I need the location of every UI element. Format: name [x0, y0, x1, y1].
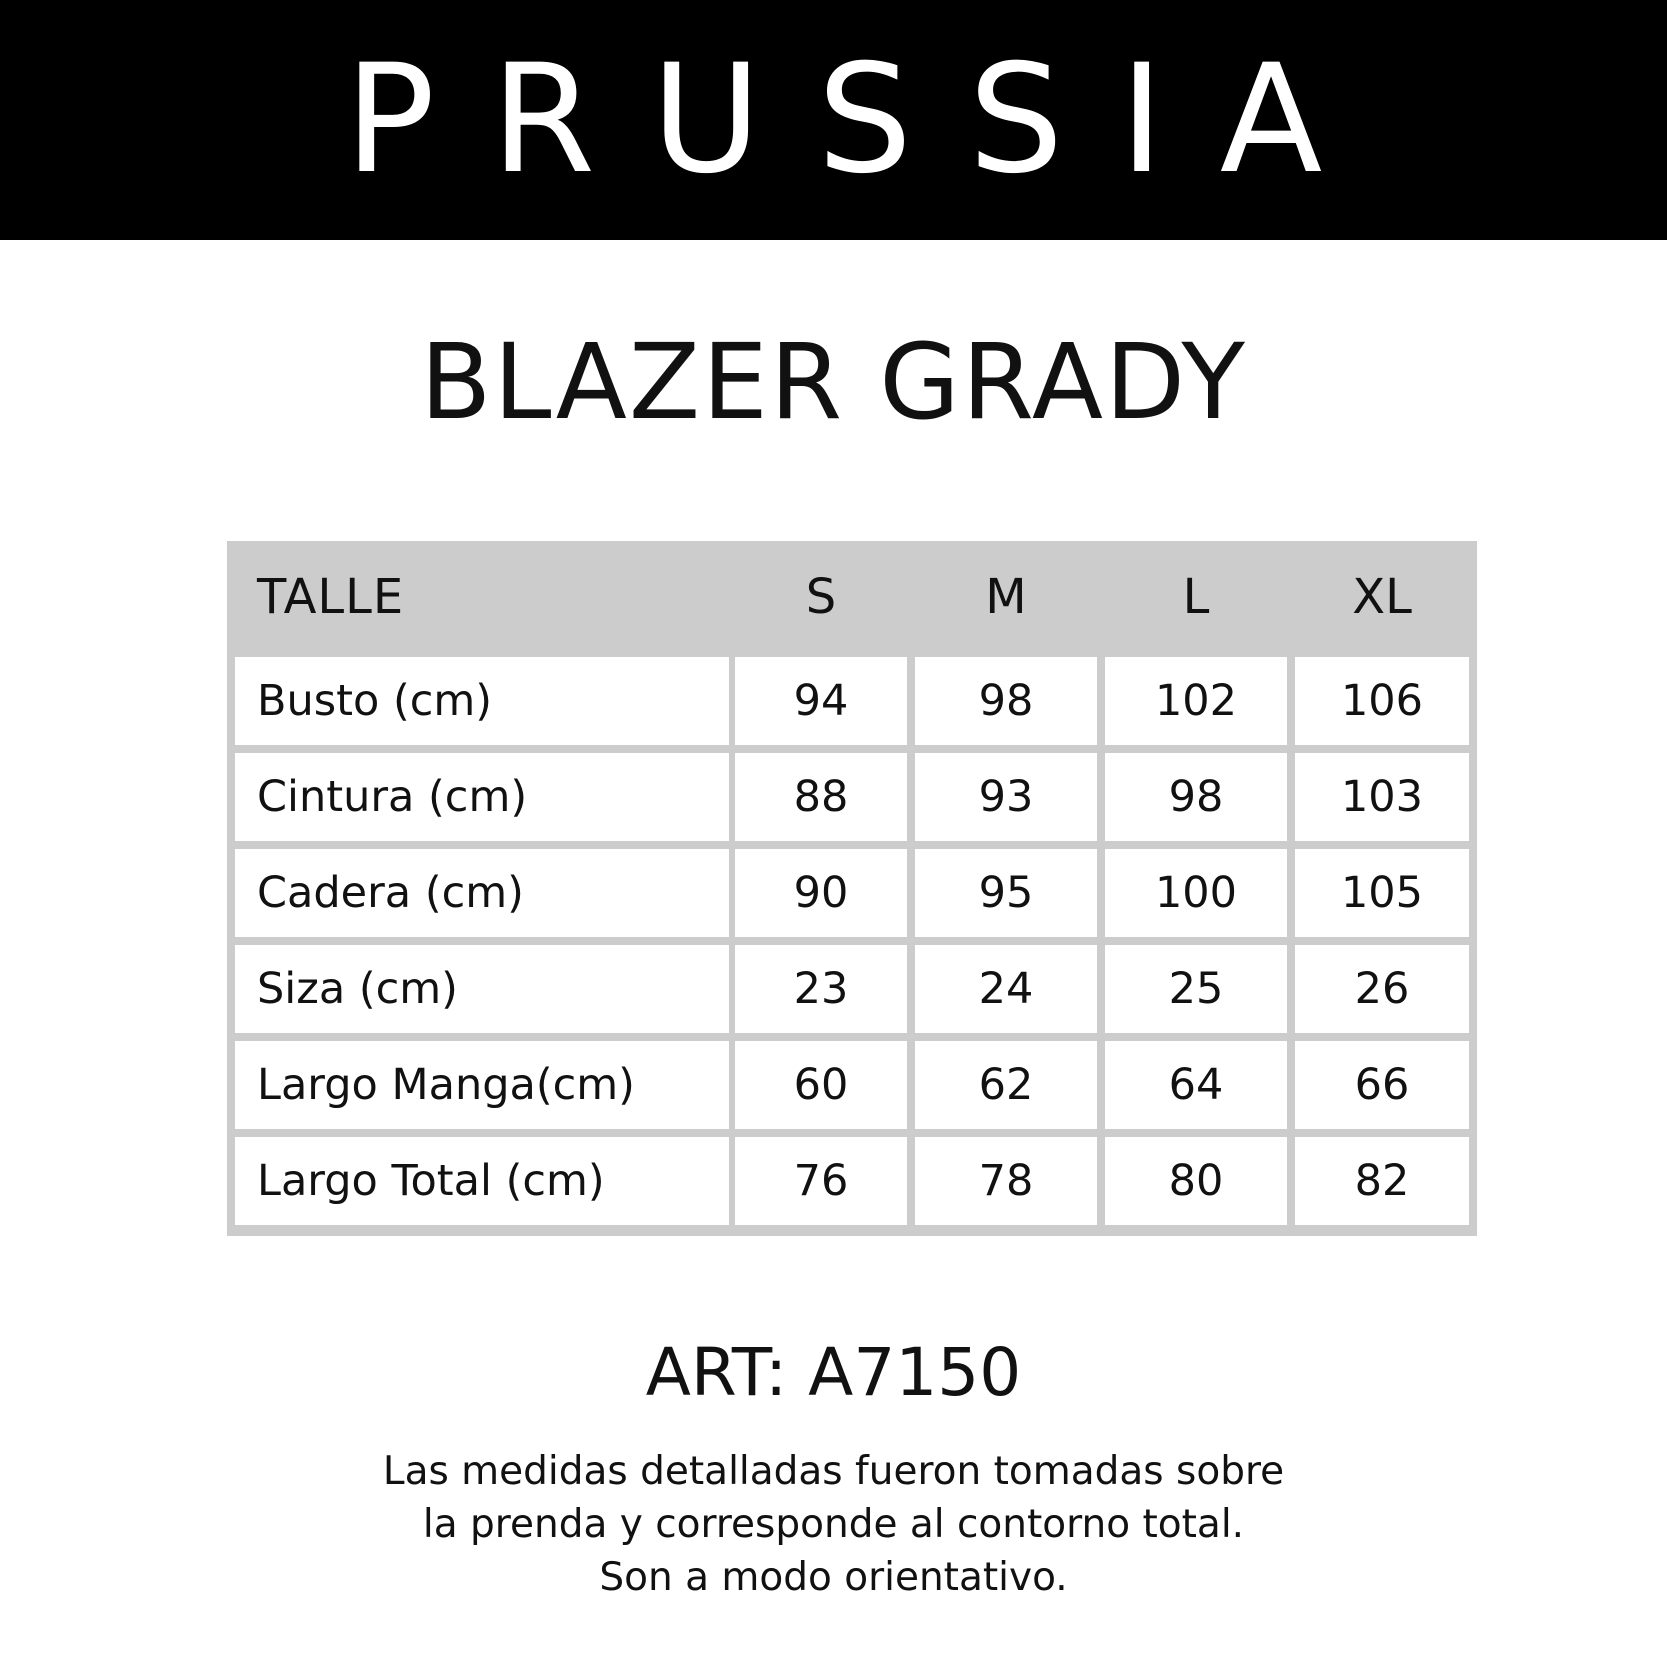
cell-value: 94 [735, 657, 907, 745]
cell-value: 24 [915, 945, 1097, 1033]
cell-value: 98 [1105, 753, 1287, 841]
cell-value: 105 [1295, 849, 1469, 937]
cell-value: 102 [1105, 657, 1287, 745]
header-size-s: S [805, 569, 837, 625]
table-row [227, 1137, 1477, 1225]
row-label: Largo Total (cm) [235, 1137, 729, 1225]
table-row [227, 753, 1477, 841]
cell-value: 64 [1105, 1041, 1287, 1129]
header-talle: TALLE [257, 569, 405, 625]
row-label: Cadera (cm) [235, 849, 729, 937]
cell-value: 103 [1295, 753, 1469, 841]
product-title: BLAZER GRADY [420, 321, 1247, 443]
table-row [227, 657, 1477, 745]
cell-value: 62 [915, 1041, 1097, 1129]
header-size-l: L [1182, 569, 1210, 625]
cell-value: 26 [1295, 945, 1469, 1033]
row-label: Cintura (cm) [235, 753, 729, 841]
cell-value: 78 [915, 1137, 1097, 1225]
cell-value: 76 [735, 1137, 907, 1225]
note-line: Son a modo orientativo. [599, 1555, 1068, 1600]
note-line: la prenda y corresponde al contorno total. [422, 1502, 1245, 1547]
cell-value: 93 [915, 753, 1097, 841]
brand-header [0, 0, 1667, 240]
cell-value: 88 [735, 753, 907, 841]
cell-value: 60 [735, 1041, 907, 1129]
brand-logo: PRUSSIA [344, 33, 1379, 207]
cell-value: 98 [915, 657, 1097, 745]
cell-value: 23 [735, 945, 907, 1033]
measurement-note [0, 1445, 1667, 1604]
article-code: ART: A7150 [645, 1334, 1022, 1411]
cell-value: 90 [735, 849, 907, 937]
table-row [227, 849, 1477, 937]
table-row [227, 1041, 1477, 1129]
table-header-row [227, 541, 1477, 653]
size-table [227, 541, 1477, 1236]
header-size-m: M [985, 569, 1027, 625]
cell-value: 82 [1295, 1137, 1469, 1225]
cell-value: 100 [1105, 849, 1287, 937]
row-label: Largo Manga(cm) [235, 1041, 729, 1129]
row-label: Siza (cm) [235, 945, 729, 1033]
header-size-xl: XL [1352, 569, 1412, 625]
cell-value: 25 [1105, 945, 1287, 1033]
cell-value: 95 [915, 849, 1097, 937]
cell-value: 66 [1295, 1041, 1469, 1129]
cell-value: 80 [1105, 1137, 1287, 1225]
row-label: Busto (cm) [235, 657, 729, 745]
cell-value: 106 [1295, 657, 1469, 745]
table-row [227, 945, 1477, 1033]
note-line: Las medidas detalladas fueron tomadas sobre [382, 1449, 1285, 1494]
